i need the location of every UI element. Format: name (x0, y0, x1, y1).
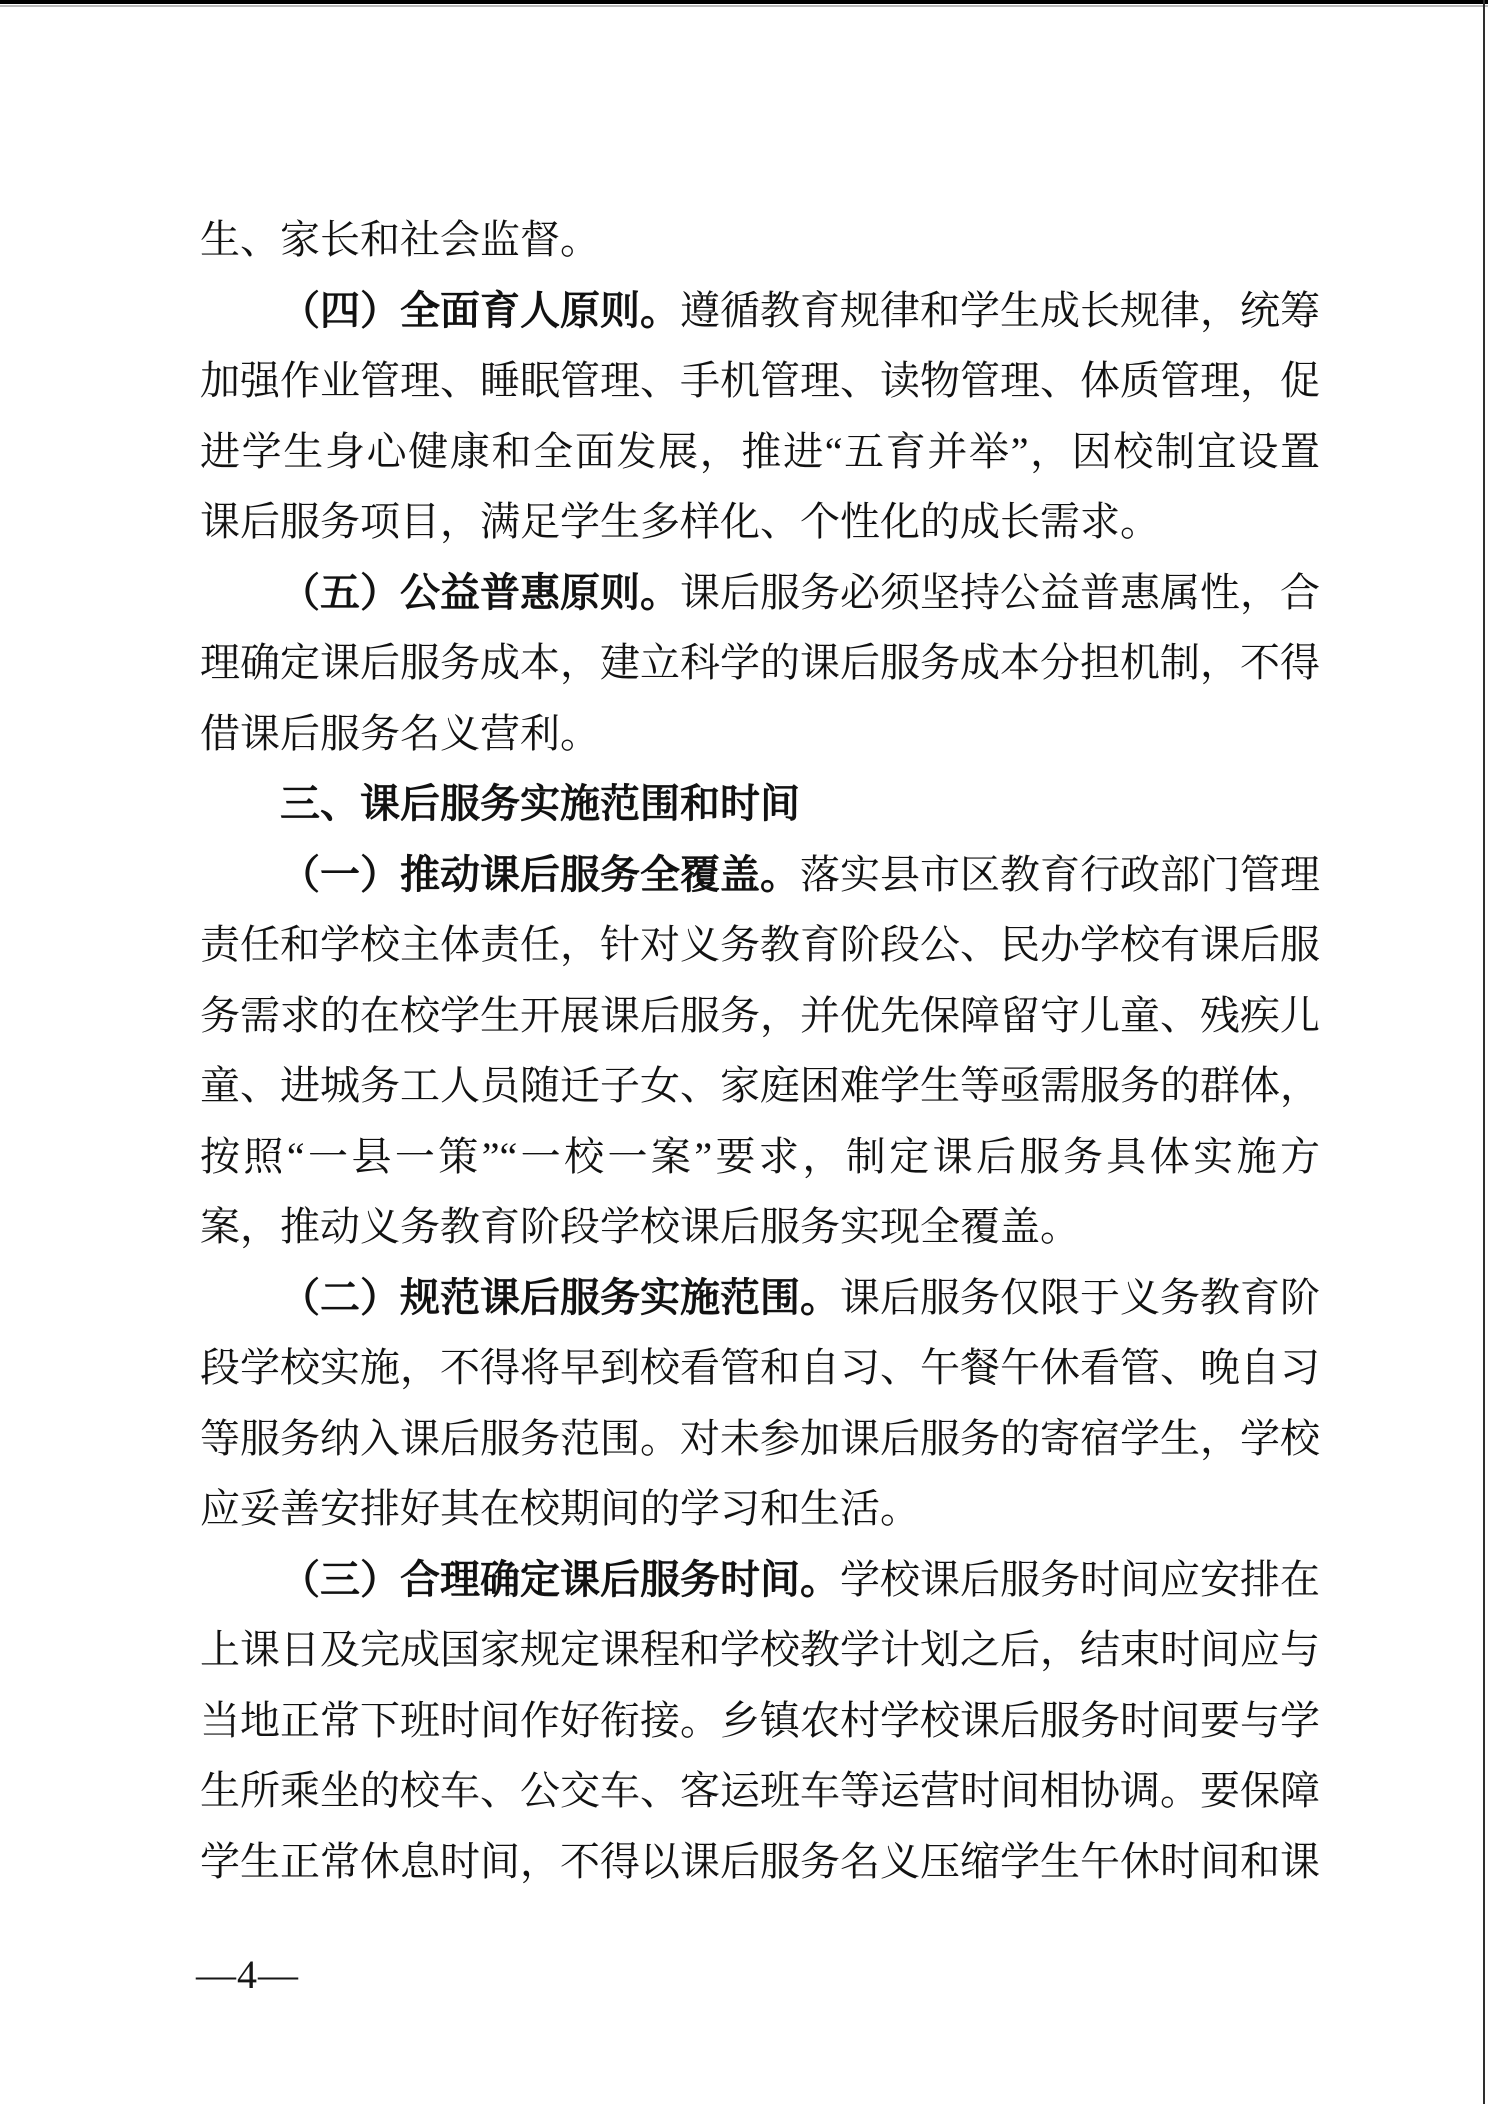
document-body (200, 205, 1320, 1897)
body-text: 生所乘坐的校车、公交车、客运班车等运营时间相协调。要保障 (200, 1768, 1320, 1813)
text-line (200, 1686, 1320, 1757)
text-line (200, 1474, 1320, 1545)
body-text: 生、家长和社会监督。 (200, 217, 600, 262)
body-text: 加强作业管理、睡眠管理、手机管理、读物管理、体质管理，促 (200, 358, 1320, 403)
text-line (200, 276, 1320, 347)
text-line (200, 1827, 1320, 1898)
paragraph-lead-text: （五）公益普惠原则。 (280, 569, 680, 615)
body-text: 段学校实施，不得将早到校看管和自习、午餐午休看管、晚自习 (200, 1345, 1320, 1390)
text-line (200, 558, 1320, 629)
text-line (200, 628, 1320, 699)
body-text: 课后服务项目，满足学生多样化、个性化的成长需求。 (200, 499, 1160, 544)
body-text: 等服务纳入课后服务范围。对未参加课后服务的寄宿学生，学校 (200, 1415, 1320, 1461)
text-line (200, 981, 1320, 1052)
text-line (200, 1545, 1320, 1616)
body-text: 学校课后服务时间应安排在 (840, 1556, 1320, 1602)
section-heading (200, 769, 1320, 840)
body-text: 遵循教育规律和学生成长规律，统筹 (680, 287, 1320, 333)
text-line (200, 1192, 1320, 1263)
body-text: 进学生身心健康和全面发展，推进“五育并举”，因校制宜设置 (200, 428, 1320, 474)
paragraph-lead-text: （四）全面育人原则。 (280, 287, 680, 333)
body-text: 童、进城务工人员随迁子女、家庭困难学生等亟需服务的群体， (200, 1063, 1320, 1108)
text-line (200, 1615, 1320, 1686)
body-text: 落实县市区教育行政部门管理 (800, 851, 1320, 897)
scan-right-edge (1483, 0, 1485, 2104)
body-text: 学生正常休息时间，不得以课后服务名义压缩学生午休时间和课 (200, 1838, 1320, 1884)
body-text: 当地正常下班时间作好衔接。乡镇农村学校课后服务时间要与学 (200, 1697, 1320, 1743)
body-text: 责任和学校主体责任，针对义务教育阶段公、民办学校有课后服 (200, 922, 1320, 967)
scan-top-edge-shadow (0, 5, 1488, 7)
text-line (200, 840, 1320, 911)
scan-top-edge (0, 0, 1488, 4)
text-line (200, 346, 1320, 417)
body-text: 理确定课后服务成本，建立科学的课后服务成本分担机制，不得 (200, 640, 1320, 685)
paragraph-lead-text: （二）规范课后服务实施范围。 (280, 1274, 840, 1320)
text-line (200, 699, 1320, 770)
body-text: 课后服务必须坚持公益普惠属性，合 (680, 569, 1320, 615)
body-text: 应妥善安排好其在校期间的学习和生活。 (200, 1486, 920, 1531)
text-line (200, 417, 1320, 488)
body-text: 上课日及完成国家规定课程和学校教学计划之后，结束时间应与 (200, 1627, 1320, 1672)
text-line (200, 1263, 1320, 1334)
text-line (200, 1122, 1320, 1193)
paragraph-lead-text: 三、课后服务实施范围和时间 (280, 782, 800, 826)
text-line (200, 1051, 1320, 1122)
text-line (200, 1333, 1320, 1404)
body-text: 案，推动义务教育阶段学校课后服务实现全覆盖。 (200, 1204, 1080, 1249)
body-text: 借课后服务名义营利。 (200, 710, 600, 756)
body-text: 课后服务仅限于义务教育阶 (840, 1274, 1320, 1320)
body-text: 按照“一县一策”“一校一案”要求，制定课后服务具体实施方 (200, 1133, 1320, 1179)
paragraph-lead-text: （一）推动课后服务全覆盖。 (280, 851, 800, 897)
text-line (200, 1756, 1320, 1827)
body-text: 务需求的在校学生开展课后服务，并优先保障留守儿童、残疾儿 (200, 992, 1320, 1038)
page-number: —4— (196, 1952, 299, 1997)
text-line (200, 1404, 1320, 1475)
paragraph-lead-text: （三）合理确定课后服务时间。 (280, 1556, 840, 1602)
text-line (200, 910, 1320, 981)
text-line (200, 487, 1320, 558)
text-line (200, 205, 1320, 276)
